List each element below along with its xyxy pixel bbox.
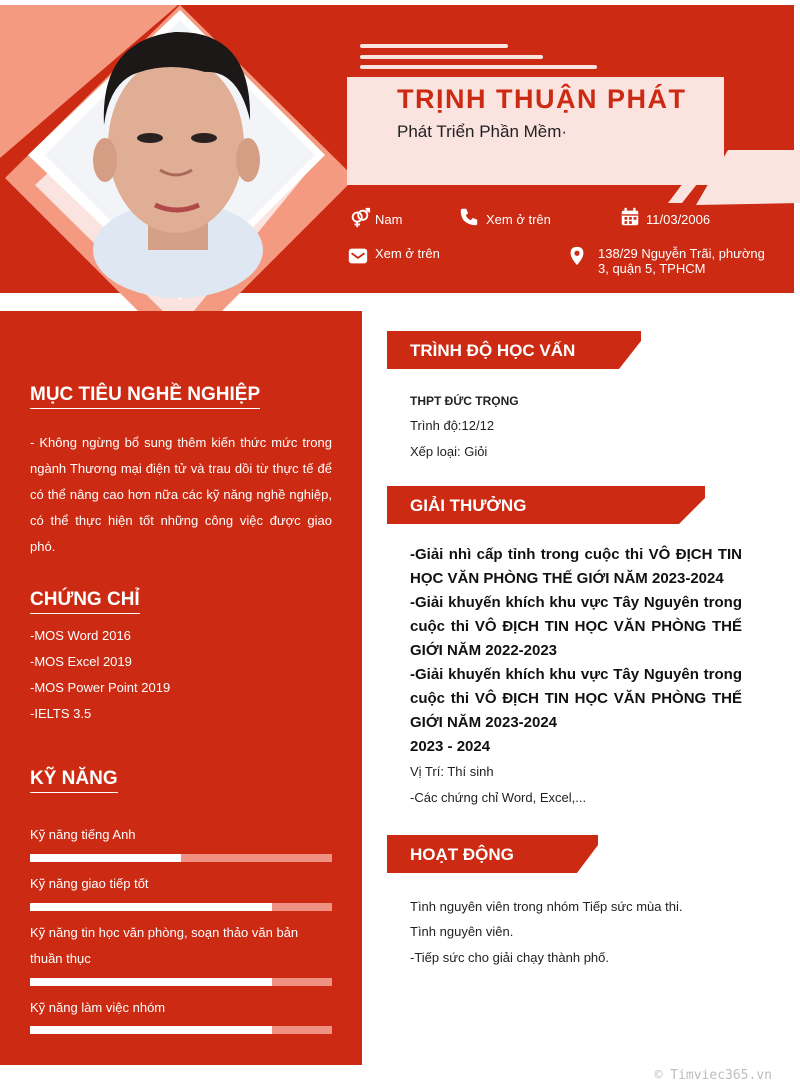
skill-label: Kỹ năng tin học văn phòng, soạn thảo văn bản thuần thục (30, 925, 299, 966)
skill-bar-fill (30, 978, 272, 986)
email-icon (347, 245, 369, 267)
certificate-item: -MOS Power Point 2019 (30, 680, 171, 695)
skill-label: Kỹ năng giao tiếp tốt (30, 876, 149, 891)
calendar-icon (619, 206, 641, 228)
skill-label: Kỹ năng tiếng Anh (30, 827, 136, 842)
gender-value: Nam (375, 212, 403, 227)
header-stripe (360, 44, 508, 48)
skill-bar (30, 854, 332, 862)
education-level: Trình độ:12/12 (410, 418, 495, 433)
skill-label: Kỹ năng làm việc nhóm (30, 1000, 166, 1015)
skill-bar-fill (30, 1026, 272, 1034)
skill-bar-fill (30, 854, 181, 862)
awards-list (410, 543, 742, 759)
certificate-item: -MOS Word 2016 (30, 628, 131, 643)
gender-icon (349, 207, 371, 229)
header-stripe (360, 65, 597, 69)
skill-bar (30, 1026, 332, 1034)
certificate-item: -MOS Excel 2019 (30, 654, 132, 669)
activity-item: -Tiếp sức cho giải chạy thành phố. (410, 950, 609, 965)
award-years: 2023 - 2024 (410, 738, 491, 755)
award-item: -Giải nhì cấp tỉnh trong cuộc thi VÔ ĐỊCH TIN HỌC VĂN PHÒNG THẾ GIỚI NĂM 2023-2024 (410, 546, 742, 587)
certificate-item: -IELTS 3.5 (30, 706, 92, 721)
education-rank: Xếp loại: Giỏi (410, 444, 488, 459)
skill-bar (30, 978, 332, 986)
header-decoration (660, 145, 800, 210)
award-position: Vị Trí: Thí sinh (410, 764, 494, 779)
activity-item: Tình nguyên viên trong nhóm Tiếp sức mùa thi. (410, 899, 683, 914)
phone-icon (458, 206, 480, 228)
activities-heading: HOẠT ĐỘNG (410, 845, 514, 864)
awards-heading: GIẢI THƯỞNG (410, 496, 527, 515)
education-heading: TRÌNH ĐỘ HỌC VẤN (410, 341, 576, 360)
watermark: © Timviec365.vn (654, 1068, 772, 1083)
education-school: THPT ĐỨC TRỌNG (410, 394, 519, 408)
award-item: -Giải khuyến khích khu vực Tây Nguyên trong cuộc thi VÔ ĐỊCH TIN HỌC VĂN PHÒNG THẾ GIỚI NĂM 2023-2024 (410, 666, 742, 731)
address-value: 138/29 Nguyễn Trãi, phường 3, quận 5, TPHCM (598, 246, 765, 276)
header-stripe (360, 55, 543, 59)
skills-heading: KỸ NĂNG (30, 768, 118, 793)
location-icon (566, 245, 588, 267)
skill-bar-fill (30, 903, 272, 911)
candidate-name: TRỊNH THUẬN PHÁT (397, 84, 687, 114)
award-description: -Các chứng chỉ Word, Excel,... (410, 790, 587, 805)
activity-item: Tình nguyên viên. (410, 924, 514, 939)
objective-text: - Không ngừng bổ sung thêm kiến thức mức trong ngành Thương mại điện tử và trau dồi từ thực tế để có thể nâng cao hơn nữa các kỹ năng nghề nghiệp, có thể thực hiện tốt những công việc được giao phó. (30, 435, 332, 554)
profile-photo-frame (0, 0, 380, 330)
award-item: -Giải khuyến khích khu vực Tây Nguyên trong cuộc thi VÔ ĐỊCH TIN HỌC VĂN PHÒNG THẾ GIỚI NĂM 2022-2023 (410, 594, 742, 659)
phone-value: Xem ở trên (486, 212, 551, 227)
birthday-value: 11/03/2006 (646, 212, 711, 227)
job-title: Phát Triển Phần Mềm· (397, 122, 568, 141)
certificates-heading: CHỨNG CHỈ (30, 589, 140, 614)
skill-bar (30, 903, 332, 911)
objective-heading: MỤC TIÊU NGHỀ NGHIỆP (30, 384, 260, 409)
email-value: Xem ở trên (375, 246, 440, 261)
